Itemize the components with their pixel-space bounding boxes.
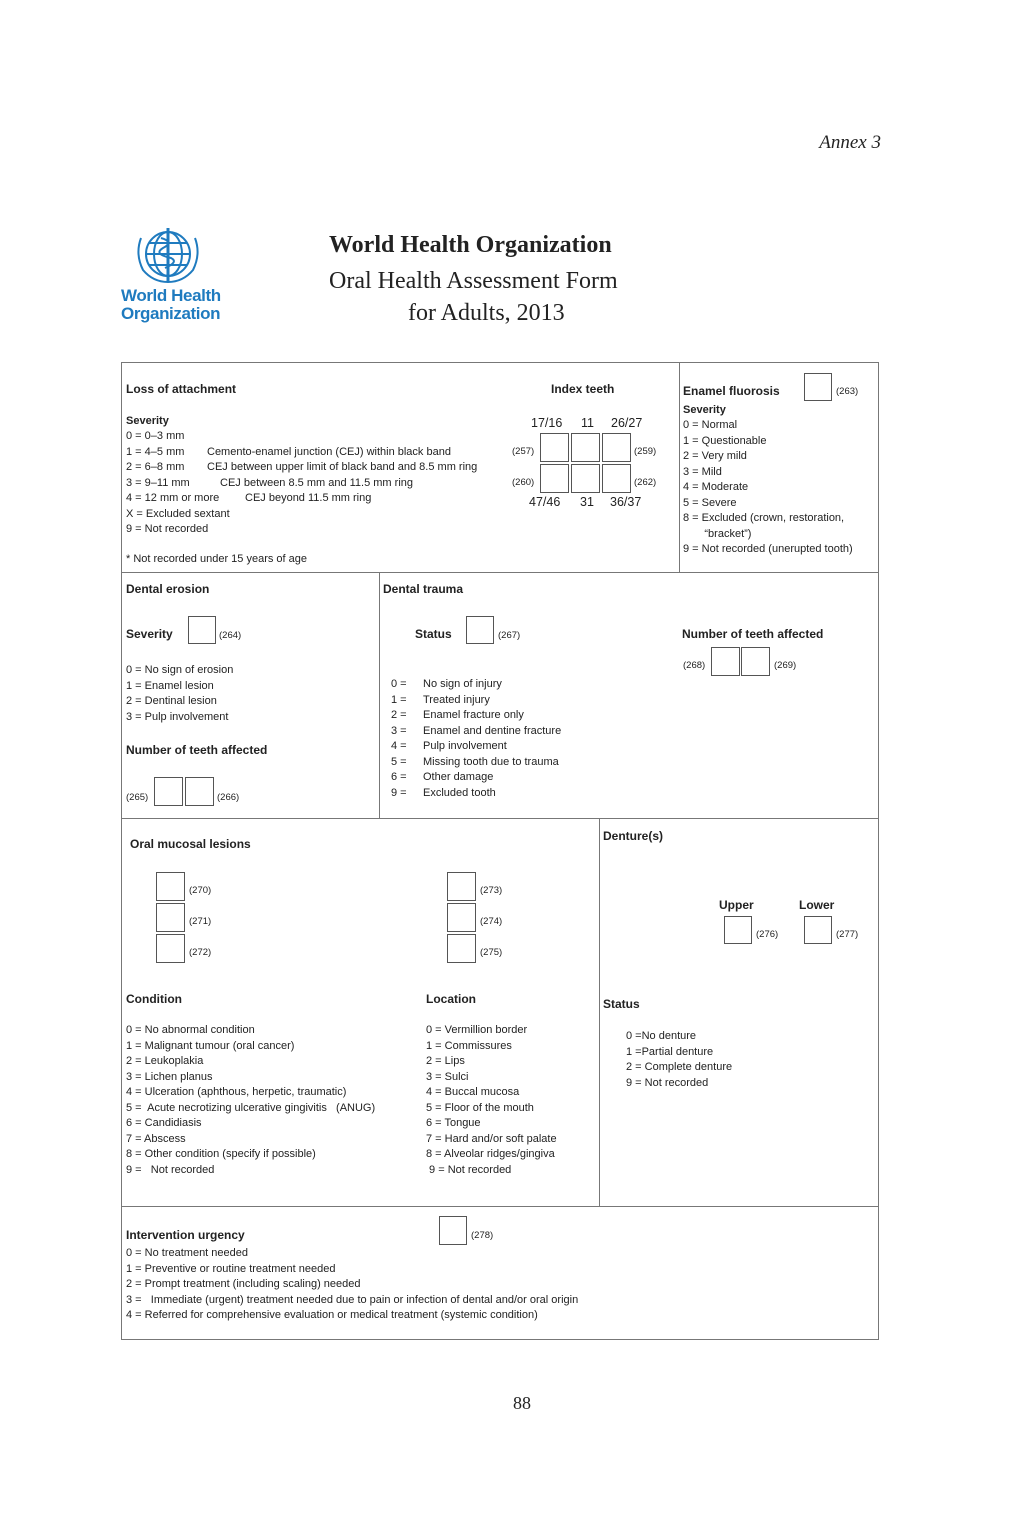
urgency-box[interactable] [439, 1216, 467, 1245]
divider [379, 572, 380, 818]
urgency-item: 2 = Prompt treatment (including scaling) needed [126, 1278, 361, 1290]
erosion-item: 2 = Dentinal lesion [126, 695, 217, 707]
location-list [426, 1023, 557, 1178]
urgency-item: 1 = Preventive or routine treatment needed [126, 1262, 336, 1275]
field-code: (263) [836, 386, 859, 397]
loa-item: 0 = 0–3 mm [126, 430, 185, 442]
loa-footnote: * Not recorded under 15 years of age [126, 553, 308, 565]
teeth-label: 47/46 [529, 495, 561, 509]
trauma-number-box-2[interactable] [741, 647, 770, 676]
location-item: 7 = Hard and/or soft palate [426, 1132, 557, 1145]
denture-upper-label: Upper [719, 898, 754, 912]
erosion-item: 0 = No sign of erosion [126, 664, 234, 676]
fluorosis-item: 5 = Severe [683, 496, 737, 509]
trauma-item: 2 = Enamel fracture only [391, 709, 524, 721]
loa-item: 2 = 6–8 mm CEJ between upper limit of black band and 8.5 mm ring [126, 461, 478, 473]
location-item: 8 = Alveolar ridges/gingiva [426, 1148, 555, 1160]
loa-severity-label: Severity [126, 415, 169, 427]
loa-item: 3 = 9–11 mm CEJ between 8.5 mm and 11.5 mm ring [126, 476, 413, 489]
condition-list [126, 1023, 375, 1178]
field-code: (270) [189, 885, 212, 896]
condition-item: 2 = Leukoplakia [126, 1055, 204, 1067]
title-year: for Adults, 2013 [408, 300, 565, 326]
location-item: 6 = Tongue [426, 1117, 481, 1129]
trauma-status-label: Status [415, 627, 452, 641]
loa-item: X = Excluded sextant [126, 507, 230, 520]
divider [122, 572, 879, 573]
logo-line-2: Organization [121, 304, 221, 323]
field-code: (268) [683, 660, 706, 671]
trauma-item: 4 = Pulp involvement [391, 740, 507, 752]
loa-box-36-37[interactable] [602, 464, 631, 493]
denture-lower-box[interactable] [804, 916, 832, 944]
fluorosis-heading: Enamel fluorosis [683, 384, 780, 398]
field-code: (269) [774, 660, 797, 671]
urgency-item: 4 = Referred for comprehensive evaluation or medical treatment (systemic condition) [126, 1309, 538, 1321]
field-code: (276) [756, 929, 779, 940]
urgency-item: 0 = No treatment needed [126, 1247, 248, 1259]
field-code: (259) [634, 446, 657, 457]
teeth-label: 36/37 [610, 495, 642, 509]
trauma-item: 3 = Enamel and dentine fracture [391, 724, 562, 737]
field-code: (271) [189, 916, 212, 927]
trauma-item: 9 = Excluded tooth [391, 786, 496, 799]
field-code: (257) [512, 446, 535, 457]
denture-status-label: Status [603, 997, 640, 1011]
field-code: (267) [498, 630, 521, 641]
logo-line-1: World Health [121, 286, 221, 305]
mucosal-heading: Oral mucosal lesions [130, 837, 251, 851]
condition-item: 7 = Abscess [126, 1132, 186, 1145]
loa-item: 9 = Not recorded [126, 523, 209, 535]
location-item: 2 = Lips [426, 1055, 465, 1067]
trauma-status-box[interactable] [466, 616, 494, 644]
location-item: 1 = Commissures [426, 1039, 512, 1052]
loa-box-11[interactable] [571, 433, 600, 462]
teeth-label: 11 [581, 416, 594, 430]
field-code: (266) [217, 792, 240, 803]
loa-box-26-27[interactable] [602, 433, 631, 462]
fluorosis-list [683, 418, 853, 558]
assessment-form [121, 362, 879, 1340]
fluorosis-item: 9 = Not recorded (unerupted tooth) [683, 543, 853, 555]
urgency-item: 3 = Immediate (urgent) treatment needed due to pain or infection of dental and/or oral origin [126, 1293, 579, 1306]
fluorosis-severity-label: Severity [683, 404, 726, 416]
location-item: 9 = Not recorded [426, 1163, 512, 1176]
field-code: (265) [126, 792, 149, 803]
field-code: (272) [189, 947, 212, 958]
erosion-item: 1 = Enamel lesion [126, 679, 214, 692]
denture-item: 9 = Not recorded [626, 1076, 709, 1089]
divider [122, 1206, 879, 1207]
loa-heading: Loss of attachment [126, 382, 237, 396]
denture-item: 1 =Partial denture [626, 1045, 714, 1058]
erosion-number-box-1[interactable] [154, 777, 183, 806]
condition-item: 3 = Lichen planus [126, 1070, 213, 1083]
field-code: (262) [634, 477, 657, 488]
trauma-item: 1 = Treated injury [391, 693, 490, 706]
condition-item: 6 = Candidiasis [126, 1117, 202, 1129]
denture-status-list [626, 1029, 732, 1091]
erosion-number-box-2[interactable] [185, 777, 214, 806]
erosion-item: 3 = Pulp involvement [126, 710, 229, 723]
fluorosis-item: 2 = Very mild [683, 450, 747, 462]
location-label: Location [426, 992, 476, 1006]
mucosal-box-271[interactable] [156, 903, 185, 932]
erosion-severity-label: Severity [126, 627, 173, 641]
mucosal-box-273[interactable] [447, 872, 476, 901]
divider [679, 363, 680, 572]
loa-box-47-46[interactable] [540, 464, 569, 493]
location-item: 0 = Vermillion border [426, 1024, 528, 1036]
erosion-severity-box[interactable] [188, 616, 216, 644]
annex-label: Annex 3 [819, 132, 881, 153]
fluorosis-item: 0 = Normal [683, 419, 738, 431]
field-code: (277) [836, 929, 859, 940]
trauma-item: 5 = Missing tooth due to trauma [391, 755, 559, 768]
title-organization: World Health Organization [329, 232, 612, 258]
fluorosis-box[interactable] [804, 373, 832, 401]
erosion-list [126, 663, 233, 725]
title-form: Oral Health Assessment Form [329, 268, 618, 294]
fluorosis-item: 4 = Moderate [683, 481, 749, 493]
fluorosis-item: “bracket”) [683, 527, 752, 540]
field-code: (260) [512, 477, 535, 488]
teeth-label: 31 [580, 495, 594, 509]
fluorosis-item: 1 = Questionable [683, 434, 767, 447]
condition-item: 8 = Other condition (specify if possible) [126, 1148, 316, 1160]
field-code: (264) [219, 630, 242, 641]
who-emblem-icon [133, 224, 203, 284]
condition-item: 0 = No abnormal condition [126, 1024, 255, 1036]
location-item: 4 = Buccal mucosa [426, 1086, 520, 1098]
location-item: 5 = Floor of the mouth [426, 1101, 534, 1114]
denture-lower-label: Lower [799, 898, 835, 912]
mucosal-box-272[interactable] [156, 934, 185, 963]
mucosal-box-270[interactable] [156, 872, 185, 901]
field-code: (274) [480, 916, 503, 927]
loa-item: 1 = 4–5 mm Cemento-enamel junction (CEJ) within black band [126, 445, 451, 458]
field-code: (275) [480, 947, 503, 958]
teeth-label: 17/16 [531, 416, 563, 430]
page-number: 88 [513, 1393, 531, 1413]
erosion-number-label: Number of teeth affected [126, 743, 268, 757]
trauma-item: 6 = Other damage [391, 771, 494, 783]
index-teeth-heading: Index teeth [551, 382, 615, 396]
field-code: (273) [480, 885, 503, 896]
condition-item: 9 = Not recorded [126, 1163, 215, 1176]
loa-item: 4 = 12 mm or more CEJ beyond 11.5 mm ring [126, 492, 372, 504]
mucosal-box-274[interactable] [447, 903, 476, 932]
divider [599, 818, 600, 1206]
trauma-list [391, 677, 561, 801]
mucosal-box-275[interactable] [447, 934, 476, 963]
trauma-number-label: Number of teeth affected [682, 627, 824, 641]
teeth-label: 26/27 [611, 416, 643, 430]
location-item: 3 = Sulci [426, 1070, 469, 1083]
trauma-item: 0 = No sign of injury [391, 678, 502, 690]
loa-box-17-16[interactable] [540, 433, 569, 462]
condition-item: 5 = Acute necrotizing ulcerative gingivitis (ANUG) [126, 1101, 376, 1114]
denture-item: 0 =No denture [626, 1030, 697, 1042]
divider [122, 818, 879, 819]
denture-item: 2 = Complete denture [626, 1061, 733, 1073]
loa-box-31[interactable] [571, 464, 600, 493]
urgency-heading: Intervention urgency [126, 1228, 245, 1242]
logo-text [121, 287, 221, 323]
fluorosis-item: 8 = Excluded (crown, restoration, [683, 512, 845, 524]
condition-label: Condition [126, 992, 182, 1006]
denture-upper-box[interactable] [724, 916, 752, 944]
field-code: (278) [471, 1230, 494, 1241]
condition-item: 1 = Malignant tumour (oral cancer) [126, 1039, 295, 1052]
trauma-heading: Dental trauma [383, 582, 464, 596]
erosion-heading: Dental erosion [126, 582, 210, 596]
trauma-number-box-1[interactable] [711, 647, 740, 676]
denture-heading: Denture(s) [603, 829, 664, 843]
condition-item: 4 = Ulceration (aphthous, herpetic, traumatic) [126, 1086, 347, 1098]
urgency-list [126, 1246, 578, 1324]
loa-severity-list [126, 429, 477, 538]
fluorosis-item: 3 = Mild [683, 465, 722, 478]
